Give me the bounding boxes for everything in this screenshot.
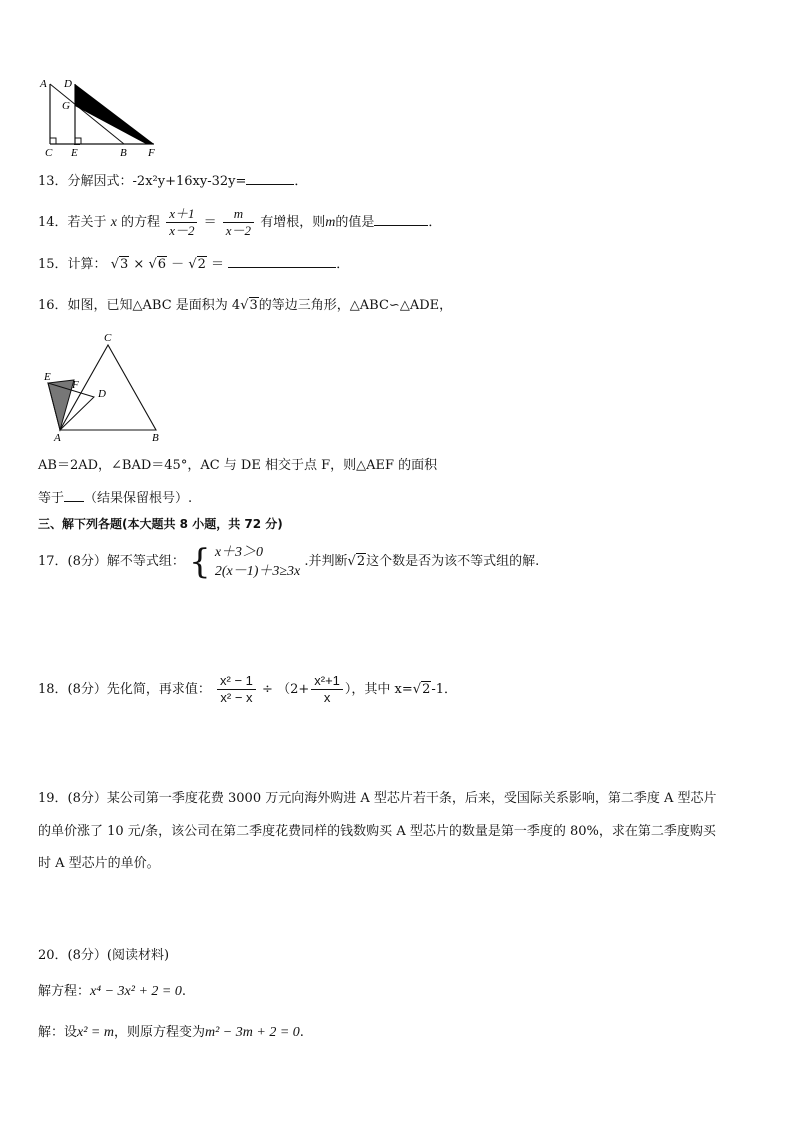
label-f: F — [148, 147, 155, 159]
q16-answer-blank — [64, 489, 84, 502]
q18-fraction-1 — [217, 673, 256, 706]
q17-row1: x＋3＞0 — [214, 544, 264, 560]
q17-system — [215, 543, 300, 581]
q20-line3e: . — [299, 1025, 304, 1040]
q15-rad-1: 3 — [119, 257, 129, 272]
right-angle-c — [50, 138, 56, 144]
q16-sqrt: √3 — [240, 298, 258, 313]
q14-after: 有增根，则 — [260, 215, 326, 230]
q14-mid: 的方程 — [121, 215, 161, 230]
q18-num2: x²+1 — [311, 673, 343, 690]
q18-num1: x² − 1 — [217, 673, 256, 690]
label-c: C — [45, 147, 53, 159]
q14-fraction-right — [223, 206, 254, 239]
q18-rad: 2 — [422, 682, 431, 697]
question-17 — [38, 540, 539, 584]
q17-after2: 这个数是否为该不等式组的解. — [366, 554, 540, 569]
q17-rad: 2 — [356, 554, 366, 569]
label-d: D — [64, 78, 72, 90]
question-15 — [38, 255, 349, 274]
e-underline — [74, 144, 80, 145]
q14-answer-blank — [374, 213, 428, 226]
figure-similar-triangles-shadow — [34, 76, 164, 160]
question-20-line-1: 20．(8分）(阅读材料) — [38, 948, 170, 963]
q15-rad-2: 6 — [157, 257, 167, 272]
q18-prefix: 18．(8分）先化简，再求值： — [38, 682, 211, 697]
q15-end: ． — [336, 257, 350, 272]
q20-line3a: 解：设 — [38, 1025, 78, 1040]
q16-line1b: 的等边三角形，△ABC∽△ADE， — [258, 298, 453, 313]
q17-brace-icon: { — [189, 541, 211, 582]
question-16-line-3 — [38, 489, 192, 508]
q15-minus: － — [171, 257, 185, 272]
q17-row2: 2(x－1)＋3≥3x — [214, 563, 301, 579]
q15-times: × — [133, 257, 145, 272]
q20-line3c: ，则原方程变为 — [113, 1025, 205, 1040]
label-b: B — [120, 147, 127, 159]
q18-sqrt: √2 — [412, 682, 431, 697]
q16-line3b: （结果保留根号）. — [84, 491, 193, 506]
q13-text: 13．分解因式：-2x²y+16xy-32y= — [38, 174, 247, 189]
fig2-label-f: F — [72, 379, 79, 391]
q14-var-x: x — [110, 215, 117, 230]
fig2-label-c: C — [104, 332, 112, 344]
q20-line2c: . — [181, 984, 186, 999]
q18-open: （2+ — [277, 682, 310, 697]
q15-prefix: 15．计算： — [38, 257, 107, 272]
label-g: G — [62, 100, 70, 112]
q16-line3a: 等于 — [38, 491, 65, 506]
question-18 — [38, 670, 457, 710]
question-14 — [38, 203, 441, 243]
q14-num1: x＋1 — [166, 206, 197, 223]
question-16-line-2: AB＝2AD，∠BAD＝45°，AC 与 DE 相交于点 F，则△AEF 的面积 — [38, 458, 438, 473]
q18-den1: x² − x — [220, 690, 253, 705]
question-19-line-3: 时 A 型芯片的单价。 — [38, 856, 160, 871]
q14-prefix: 14．若关于 — [38, 215, 107, 230]
q15-eq: ＝ — [211, 257, 225, 272]
q15-sqrt-2: √6 — [148, 257, 167, 272]
q14-den1: x－2 — [169, 223, 195, 238]
q18-end: -1． — [431, 682, 458, 697]
q13-end: ． — [294, 174, 308, 189]
q15-rad-3: 2 — [197, 257, 206, 272]
q14-var-m: m — [325, 215, 336, 230]
question-19-line-1: 19．(8分）某公司第一季度花费 3000 万元向海外购进 A 型芯片若干条，后来，受国际关系影响，第二季度 A 型芯片 — [38, 791, 717, 806]
q14-eq: ＝ — [203, 215, 217, 230]
q18-den2: x — [323, 690, 331, 705]
question-13 — [38, 172, 307, 191]
label-a: A — [40, 78, 47, 90]
q20-substitution: x² = m — [77, 1025, 114, 1040]
q14-fraction-left — [166, 206, 197, 239]
q20-equation: x⁴ − 3x² + 2 = 0 — [90, 984, 182, 999]
q18-fraction-2 — [311, 673, 343, 706]
fig2-label-d: D — [98, 388, 106, 400]
q14-den2: x－2 — [225, 223, 252, 238]
q17-sqrt: √2 — [347, 554, 366, 569]
q14-end: ． — [428, 215, 442, 230]
q13-answer-blank — [246, 172, 294, 185]
q18-div: ÷ — [262, 682, 273, 697]
triangle-aef-shaded — [48, 380, 74, 430]
q17-prefix: 17．(8分）解不等式组： — [38, 554, 185, 569]
q15-sqrt-1: √3 — [110, 257, 129, 272]
q15-sqrt-3: √2 — [188, 257, 206, 272]
fig2-label-b: B — [152, 432, 159, 444]
q18-close: ），其中 x= — [344, 682, 413, 697]
fig2-label-a: A — [54, 432, 61, 444]
label-e: E — [71, 147, 78, 159]
question-19-line-2: 的单价涨了 10 元/条，该公司在第二季度花费同样的钱数购买 A 型芯片的数量是第一季度的 80%，求在第二季度购买 — [38, 824, 716, 839]
q14-num2: m — [223, 206, 254, 223]
section-3-title: 三、解下列各题(本大题共 8 小题，共 72 分) — [38, 517, 283, 531]
question-16-line-1 — [38, 297, 452, 315]
q20-new-equation: m² − 3m + 2 = 0 — [205, 1025, 300, 1040]
q14-after2: 的值是 — [335, 215, 375, 230]
q16-rad: 3 — [249, 298, 258, 313]
figure-equilateral-triangle — [40, 330, 170, 445]
q17-after: .并判断 — [304, 554, 348, 569]
q20-line2a: 解方程： — [38, 984, 91, 999]
fig2-label-e: E — [44, 371, 51, 383]
question-20-line-2 — [38, 983, 186, 1001]
question-20-line-3 — [38, 1024, 304, 1042]
q15-answer-blank — [228, 255, 336, 268]
q16-line1: 16．如图，已知△ABC 是面积为 4 — [38, 298, 241, 313]
